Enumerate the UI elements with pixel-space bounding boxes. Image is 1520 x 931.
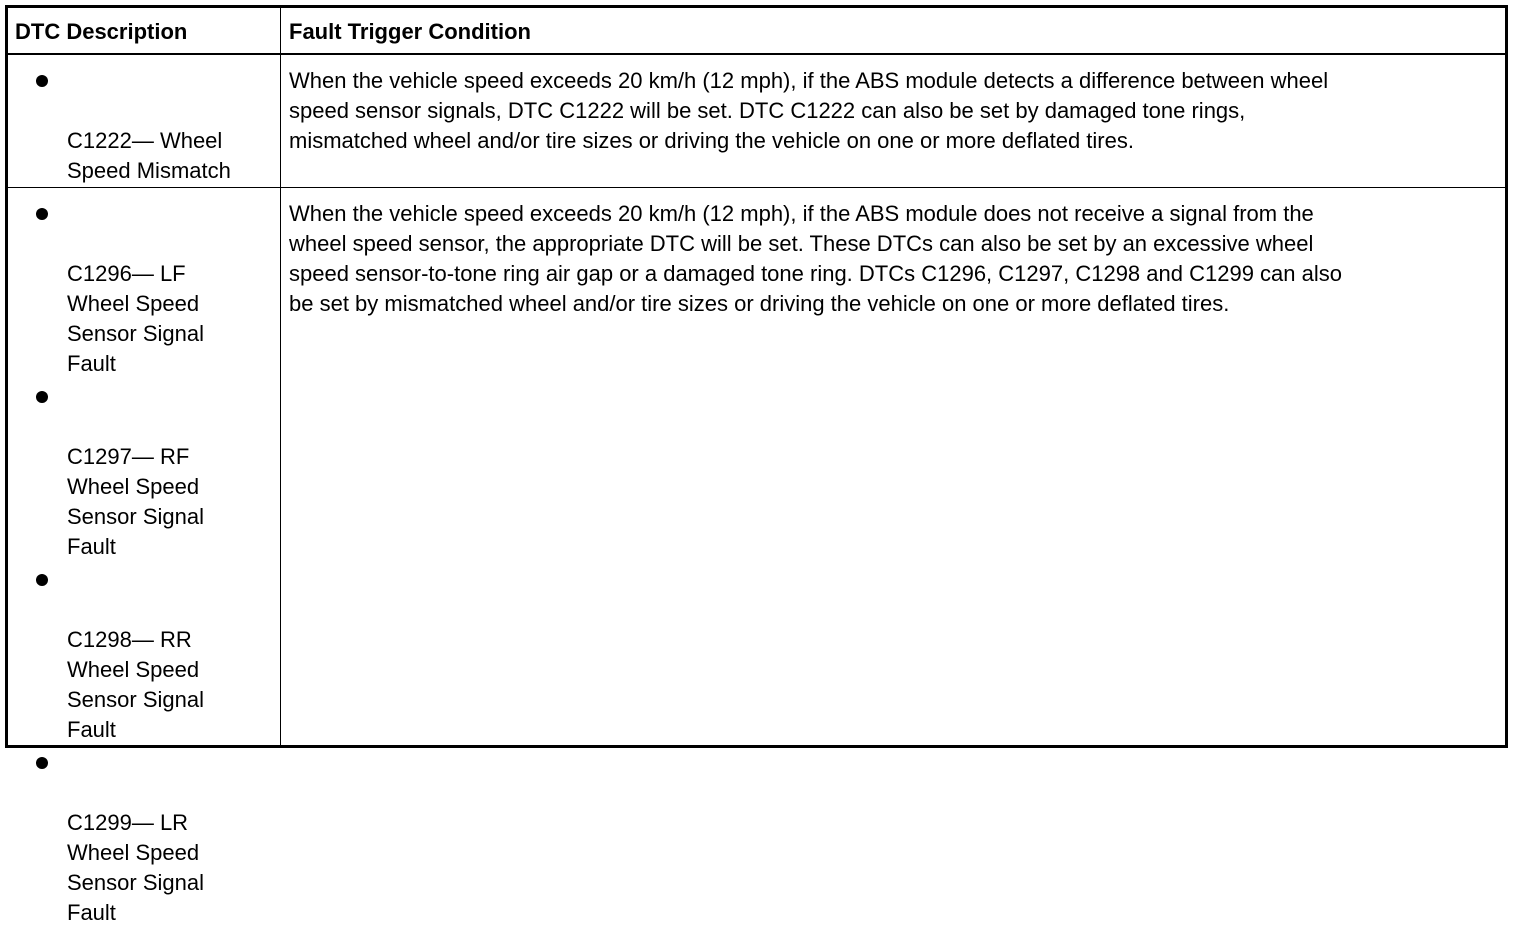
dtc-list [32,66,272,189]
header-dtc-description: DTC Description [15,19,188,44]
bullet-icon [36,391,48,403]
dtc-list-item [32,565,272,745]
bullet-icon [36,574,48,586]
dtc-list-item [32,66,272,186]
bullet-icon [36,75,48,87]
column-divider [280,8,281,745]
dtc-list-item [32,748,272,928]
header-divider [8,53,1505,55]
dtc-label: C1297— RF Wheel Speed Sensor Signal Fault [67,444,204,559]
dtc-label: C1222— Wheel Speed Mismatch [67,128,231,183]
dtc-list [32,199,272,931]
dtc-label: C1298— RR Wheel Speed Sensor Signal Fault [67,627,204,742]
bullet-icon [36,208,48,220]
fault-condition-text: When the vehicle speed exceeds 20 km/h (12 mph), if the ABS module detects a difference between wheel speed sensor signals, DTC C1222 will be set. DTC C1222 can also be set by damaged tone rings, mismatched wheel and/or tire sizes or driving the vehicle on one or more deflated tires. [289,68,1329,153]
fault-condition-text: When the vehicle speed exceeds 20 km/h (12 mph), if the ABS module does not receive a signal from the wheel speed sensor, the appropriate DTC will be set. These DTCs can also be set by an excessive wheel speed sensor-to-tone ring air gap or a damaged tone ring. DTCs C1296, C1297, C1298 and C1299 can also be set by mismatched wheel and/or tire sizes or driving the vehicle on one or more deflated tires. [289,201,1342,316]
header-fault-trigger-condition: Fault Trigger Condition [289,19,531,44]
bullet-icon [36,757,48,769]
dtc-table [5,5,1508,925]
dtc-list-item [32,382,272,562]
dtc-list-item [32,199,272,379]
dtc-label: C1299— LR Wheel Speed Sensor Signal Fault [67,810,204,925]
dtc-label: C1296— LF Wheel Speed Sensor Signal Fault [67,261,204,376]
